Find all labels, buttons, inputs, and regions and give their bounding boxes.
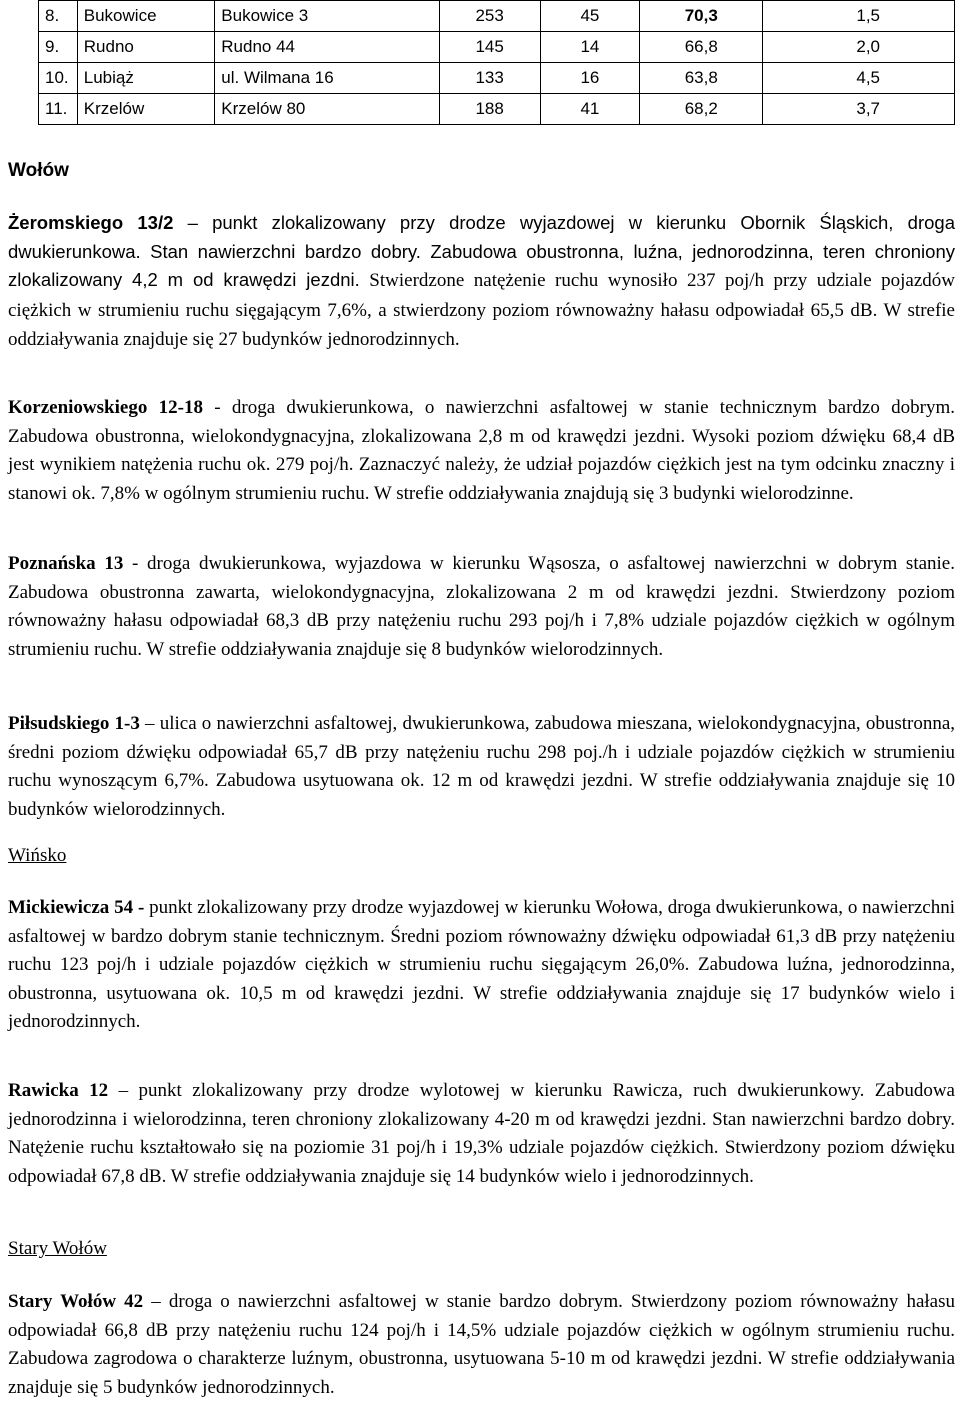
measurement-table [38, 0, 955, 125]
paragraph-lead: Mickiewicza 54 - [8, 897, 145, 918]
cell-value-1: 145 [439, 32, 540, 63]
cell-value-3: 63,8 [640, 63, 763, 94]
paragraph-lead: Poznańska 13 [8, 553, 124, 574]
cell-value-3: 68,2 [640, 94, 763, 125]
cell-value-2: 16 [540, 63, 640, 94]
paragraph-lead: Stary Wołów 42 [8, 1291, 144, 1312]
cell-value-2: 45 [540, 1, 640, 32]
paragraph-text: punkt zlokalizowany przy drodze wyjazdowej w kierunku Wołowa, droga dwukierunkowa, o nawierzchni asfaltowej w bardzo dobrym stanie technicznym. Średni poziom równoważny dźwięku odpowiadał 61,3 dB przy natężeniu ruchu 123 poj/h i udziale pojazdów ciężkich w strumieniu ruchu sięgającym 26,0%. Zabudowa luźna, jednorodzinna, obustronna, usytuowana ok. 10,5 m od krawędzi jezdni. W strefie oddziaływania znajduje się 17 budynków wielo i jednorodzinnych. [8, 897, 955, 1032]
cell-value-4: 2,0 [763, 32, 955, 63]
cell-value-1: 188 [439, 94, 540, 125]
document-page [8, 0, 956, 1398]
cell-value-4: 4,5 [763, 63, 955, 94]
table-row [39, 63, 955, 94]
paragraph-text: Stwierdzone natężenie ruchu wynosiło 237 poj/h przy udziale pojazdów ciężkich w strumieniu ruchu sięgającym 7,6%, a stwierdzony poziom równoważny hałasu odpowiadał 65,5 dB. W strefie oddziaływania znajduje się 27 budynków jednorodzinnych. [8, 270, 956, 350]
cell-address: Rudno 44 [215, 32, 440, 63]
section-heading-wolow: Wołów [8, 160, 69, 181]
cell-value-3: 70,3 [640, 1, 763, 32]
table-row [39, 1, 955, 32]
cell-value-4: 1,5 [763, 1, 955, 32]
table-row [39, 94, 955, 125]
cell-value-2: 41 [540, 94, 640, 125]
paragraph-text: - droga dwukierunkowa, wyjazdowa w kierunku Wąsosza, o asfaltowej nawierzchni w dobrym stanie. Zabudowa obustronna zawarta, wielokondygnacyjna, zlokalizowana 2 m od krawędzi jezdni. Stwierdzony poziom równoważny hałasu odpowiadał 68,3 dB przy natężeniu ruchu 293 poj/h i 7,8% udziale pojazdów ciężkich w ogólnym strumieniu ruchu. W strefie oddziaływania znajduje się 8 budynków wielorodzinnych. [8, 553, 955, 660]
cell-value-3: 66,8 [640, 32, 763, 63]
cell-value-4: 3,7 [763, 94, 955, 125]
cell-locality: Krzelów [77, 94, 215, 125]
paragraph-text: – punkt zlokalizowany przy drodze wyjazdowej w kierunku Obornik Śląskich, droga dwukierunkowa. Stan nawierzchni bardzo dobry. Zabudowa obustronna, luźna, jednorodzinna, teren chroniony zlokalizowany 4,2 m od krawędzi jezdni. [8, 212, 955, 290]
paragraph-lead: Żeromskiego 13/2 [8, 212, 174, 233]
cell-number: 8. [39, 1, 78, 32]
paragraph-poznanska [8, 550, 955, 664]
section-heading-winsko: Wińsko [8, 845, 67, 866]
paragraph-text: – punkt zlokalizowany przy drodze wylotowej w kierunku Rawicza, ruch dwukierunkowy. Zabudowa jednorodzinna i wielorodzinna, teren chroniony zlokalizowany 4-20 m od krawędzi jezdni. Stan nawierzchni bardzo dobry. Natężenie ruchu kształtowało się na poziomie 31 poj/h i 19,3% udziale pojazdów ciężkich. Stwierdzony poziom dźwięku odpowiadał 67,8 dB. W strefie oddziaływania znajduje się 14 budynków wielo i jednorodzinnych. [8, 1080, 955, 1187]
paragraph-mickiewicza [8, 894, 955, 1037]
paragraph-zeromskiego [8, 209, 955, 355]
paragraph-lead: Korzeniowskiego 12-18 [8, 397, 203, 418]
cell-value-1: 253 [439, 1, 540, 32]
paragraph-stary-wolow-42 [8, 1288, 955, 1402]
paragraph-text: – ulica o nawierzchni asfaltowej, dwukierunkowa, zabudowa mieszana, wielokondygnacyjna, obustronna, średni poziom dźwięku odpowiadał 65,7 dB przy natężeniu ruchu 298 poj./h i udziale pojazdów ciężkich w strumieniu ruchu wynoszącym 6,7%. Zabudowa usytuowana ok. 12 m od krawędzi jezdni. W strefie oddziaływania znajduje się 10 budynków wielorodzinnych. [8, 713, 955, 820]
table-body [39, 1, 955, 125]
cell-address: Krzelów 80 [215, 94, 440, 125]
section-heading-stary-wolow: Stary Wołów [8, 1238, 107, 1259]
cell-locality: Rudno [77, 32, 215, 63]
paragraph-pilsudskiego [8, 710, 955, 824]
cell-address: Bukowice 3 [215, 1, 440, 32]
cell-number: 10. [39, 63, 78, 94]
cell-value-2: 14 [540, 32, 640, 63]
paragraph-lead: Piłsudskiego 1-3 [8, 713, 140, 734]
paragraph-text: – droga o nawierzchni asfaltowej w stanie bardzo dobrym. Stwierdzony poziom równoważny hałasu odpowiadał 66,8 dB przy natężeniu ruchu 124 poj/h i 14,5% udziale pojazdów ciężkich w ogólnym strumieniu ruchu. Zabudowa zagrodowa o charakterze luźnym, obustronna, usytuowana 5-10 m od krawędzi jezdni. W strefie oddziaływania znajduje się 5 budynków jednorodzinnych. [8, 1291, 955, 1398]
paragraph-korzeniowskiego [8, 394, 955, 508]
cell-address: ul. Wilmana 16 [215, 63, 440, 94]
cell-locality: Lubiąż [77, 63, 215, 94]
cell-number: 11. [39, 94, 78, 125]
cell-number: 9. [39, 32, 78, 63]
paragraph-lead: Rawicka 12 [8, 1080, 109, 1101]
cell-value-1: 133 [439, 63, 540, 94]
cell-locality: Bukowice [77, 1, 215, 32]
paragraph-text: - droga dwukierunkowa, o nawierzchni asfaltowej w stanie technicznym bardzo dobrym. Zabudowa obustronna, wielokondygnacyjna, zlokalizowana 2,8 m od krawędzi jezdni. Wysoki poziom dźwięku 68,4 dB jest wynikiem natężenia ruchu ok. 279 poj/h. Zaznaczyć należy, że udział pojazdów ciężkich jest na tym odcinku znaczny i stanowi ok. 7,8% w ogólnym strumieniu ruchu. W strefie oddziaływania znajdują się 3 budynki wielorodzinne. [8, 397, 956, 504]
paragraph-rawicka [8, 1077, 955, 1191]
table-row [39, 32, 955, 63]
